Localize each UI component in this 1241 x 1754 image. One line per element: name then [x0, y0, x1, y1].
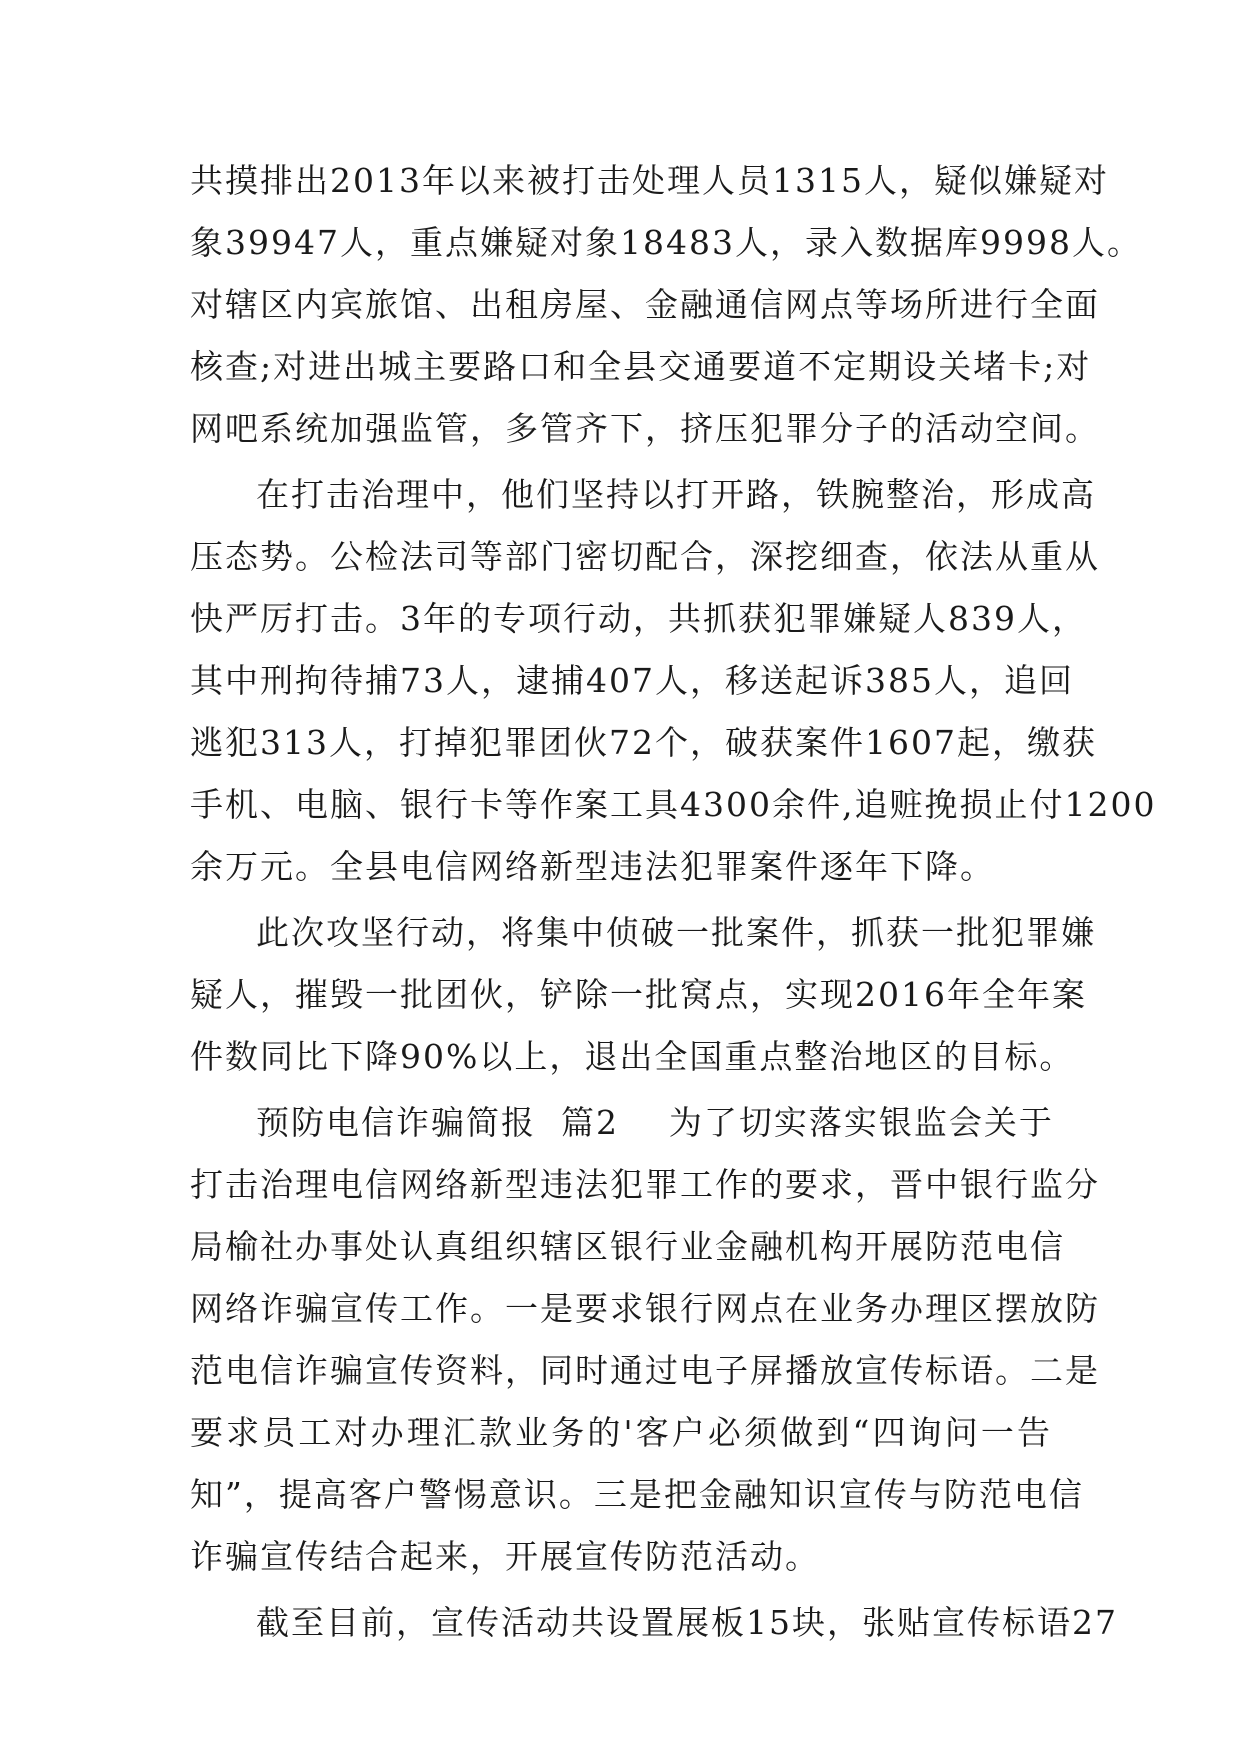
paragraph	[190, 902, 1096, 1088]
text-line: 共摸排出2013年以来被打击处理人员1315人，疑似嫌疑对	[190, 161, 1109, 200]
text-line: 余万元。全县电信网络新型违法犯罪案件逐年下降。	[190, 847, 995, 886]
paragraph	[190, 464, 1157, 898]
text-line: 知”，提高客户警惕意识。三是把金融知识宣传与防范电信	[190, 1475, 1084, 1514]
text-line: 件数同比下降90%以上，退出全国重点整治地区的目标。	[190, 1037, 1075, 1076]
text-line: 快严厉打击。3年的专项行动，共抓获犯罪嫌疑人839人，	[190, 599, 1087, 638]
text-line: 打击治理电信网络新型违法犯罪工作的要求，晋中银行监分	[190, 1165, 1100, 1204]
text-line: 诈骗宣传结合起来，开展宣传防范活动。	[190, 1537, 820, 1576]
text-line: 逃犯313人，打掉犯罪团伙72个，破获案件1607起，缴获	[190, 723, 1097, 762]
text-line: 要求员工对办理汇款业务的'客户必须做到“四询问一告	[190, 1413, 1052, 1452]
text-line: 在打击治理中，他们坚持以打开路，铁腕整治，形成高	[256, 475, 1096, 514]
text-line: 其中刑拘待捕73人，逮捕407人，移送起诉385人，追回	[190, 661, 1074, 700]
text-line: 截至目前，宣传活动共设置展板15块，张贴宣传标语27	[256, 1603, 1118, 1642]
text-line: 网络诈骗宣传工作。一是要求银行网点在业务办理区摆放防	[190, 1289, 1100, 1328]
paragraph	[190, 150, 1142, 460]
text-line: 预防电信诈骗简报 篇2 为了切实落实银监会关于	[256, 1103, 1054, 1142]
text-line: 局榆社办事处认真组织辖区银行业金融机构开展防范电信	[190, 1227, 1065, 1266]
text-line: 对辖区内宾旅馆、出租房屋、金融通信网点等场所进行全面	[190, 285, 1100, 324]
paragraph	[190, 1592, 1118, 1654]
text-line: 疑人，摧毁一批团伙，铲除一批窝点，实现2016年全年案	[190, 975, 1087, 1014]
text-line: 手机、电脑、银行卡等作案工具4300余件,追赃挽损止付1200	[190, 785, 1157, 824]
text-line: 压态势。公检法司等部门密切配合，深挖细查，依法从重从	[190, 537, 1100, 576]
text-line: 此次攻坚行动，将集中侦破一批案件，抓获一批犯罪嫌	[256, 913, 1096, 952]
text-line: 网吧系统加强监管，多管齐下，挤压犯罪分子的活动空间。	[190, 409, 1100, 448]
document-page	[190, 150, 1157, 1654]
text-line: 范电信诈骗宣传资料，同时通过电子屏播放宣传标语。二是	[190, 1351, 1100, 1390]
text-line: 核查;对进出城主要路口和全县交通要道不定期设关堵卡;对	[190, 347, 1092, 386]
text-line: 象39947人，重点嫌疑对象18483人，录入数据库9998人。	[190, 223, 1142, 262]
paragraph	[190, 1092, 1100, 1588]
